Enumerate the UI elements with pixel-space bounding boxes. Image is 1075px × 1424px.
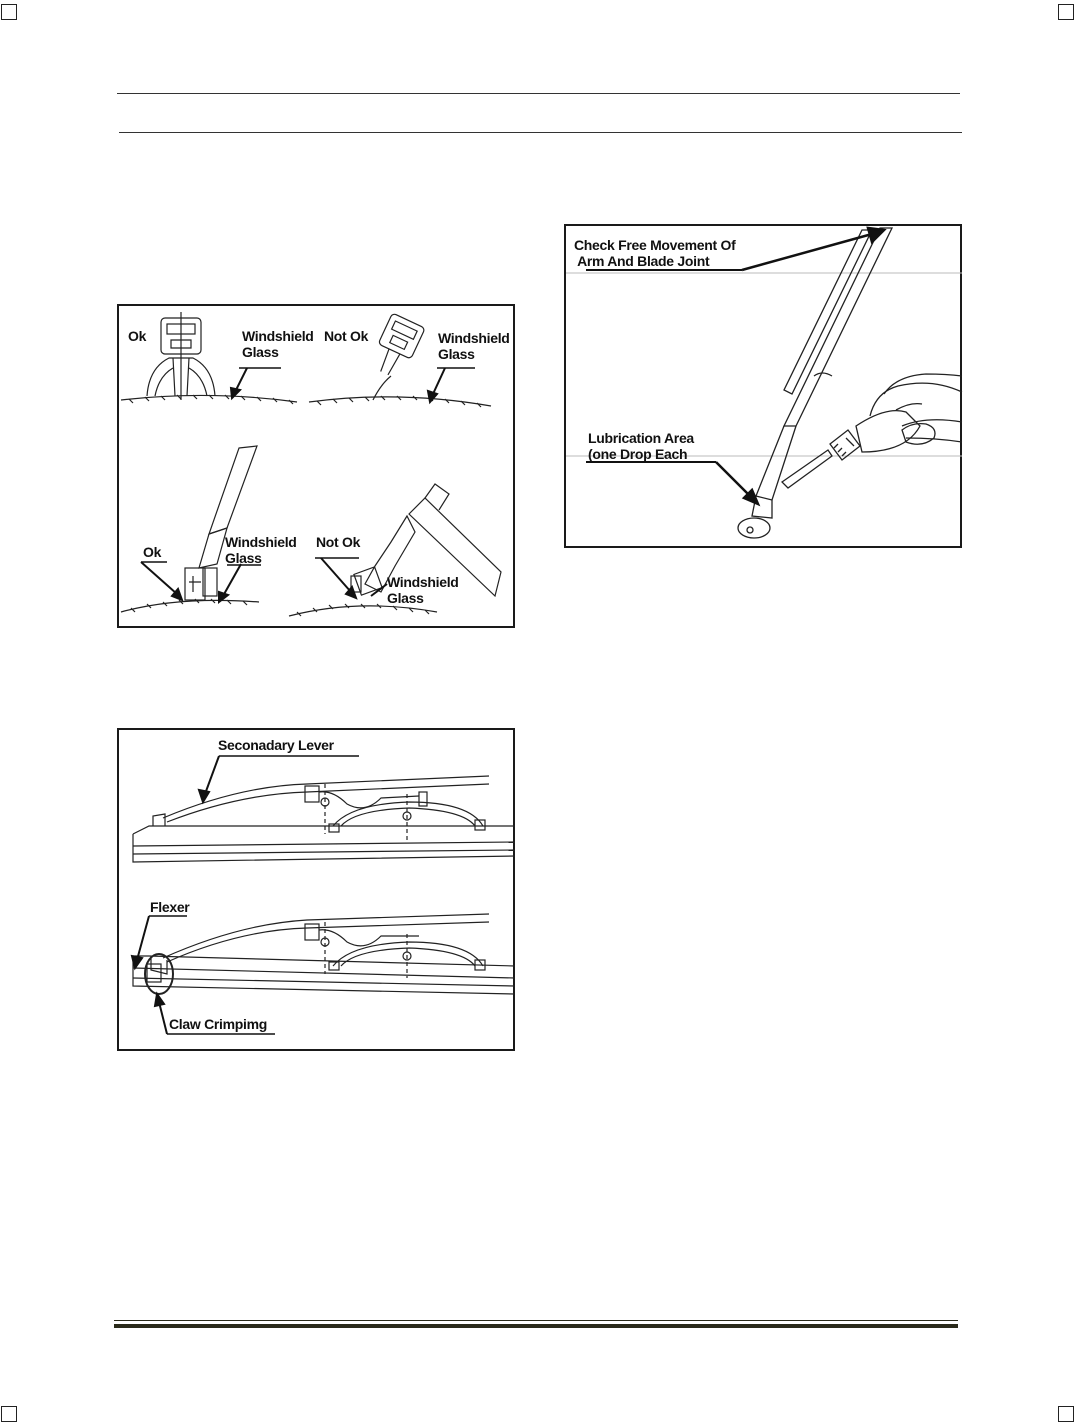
blade-assembly-illustration bbox=[119, 730, 517, 1053]
blade-assembly-figure bbox=[117, 728, 515, 1051]
crop-mark-top-left bbox=[1, 4, 17, 20]
label-claw-crimping: Claw Crimpimg bbox=[169, 1016, 268, 1032]
label-secondary-lever: Seconadary Lever bbox=[218, 737, 334, 753]
label-line: Lubrication Area bbox=[588, 430, 694, 446]
label-line: Glass bbox=[225, 550, 262, 566]
header-rule-bottom bbox=[119, 132, 962, 133]
crop-mark-bottom-right bbox=[1058, 1406, 1074, 1422]
lubrication-figure bbox=[564, 224, 962, 548]
crop-mark-bottom-left bbox=[1, 1406, 17, 1422]
header-rule-top bbox=[117, 93, 960, 94]
label-lubrication-area bbox=[588, 430, 694, 462]
label-line: Arm And Blade Joint bbox=[574, 253, 710, 269]
label-line: (one Drop Each bbox=[588, 446, 688, 462]
label-line: Glass bbox=[438, 346, 475, 362]
label-line: Glass bbox=[242, 344, 279, 360]
footer-rule-thin bbox=[114, 1320, 958, 1321]
label-line: Check Free Movement Of bbox=[574, 237, 736, 253]
label-windshield-glass-2 bbox=[438, 330, 510, 362]
label-line: Windshield bbox=[387, 574, 459, 590]
crop-mark-top-right bbox=[1058, 4, 1074, 20]
label-flexer: Flexer bbox=[150, 899, 190, 915]
label-ok-bottom: Ok bbox=[143, 544, 162, 560]
label-line: Windshield bbox=[242, 328, 314, 344]
label-check-free-movement bbox=[574, 237, 735, 269]
label-not-ok-top: Not Ok bbox=[324, 328, 369, 344]
label-line: Glass bbox=[387, 590, 424, 606]
wiper-position-figure bbox=[117, 304, 515, 628]
label-windshield-glass-4 bbox=[387, 574, 459, 606]
label-line: Windshield bbox=[225, 534, 297, 550]
lubrication-illustration bbox=[566, 226, 964, 550]
label-ok-top: Ok bbox=[128, 328, 147, 344]
label-windshield-glass-1 bbox=[242, 328, 314, 360]
label-not-ok-bottom: Not Ok bbox=[316, 534, 361, 550]
label-windshield-glass-3 bbox=[225, 534, 297, 566]
footer-rule-thick bbox=[114, 1324, 958, 1328]
label-line: Windshield bbox=[438, 330, 510, 346]
